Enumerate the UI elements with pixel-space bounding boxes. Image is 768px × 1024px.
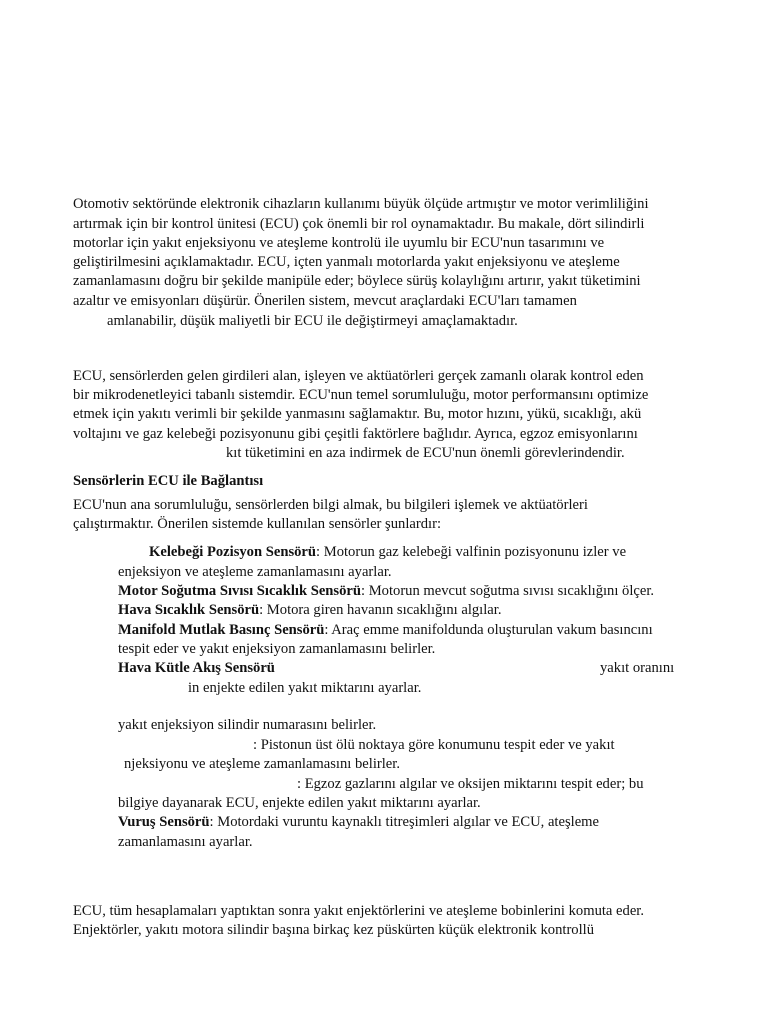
section-line-1: ECU'nun ana sorumluluğu, sensörlerden bilgi almak, bu bilgileri işlemek ve aktüatörleri bbox=[73, 497, 588, 513]
sensor-kutle-cont: in enjekte edilen yakıt miktarını ayarlar. bbox=[188, 680, 422, 696]
sensor-fragment-3: njeksiyonu ve ateşleme zamanlamasını belirler. bbox=[124, 756, 400, 772]
sensor-kutle-right: yakıt oranını bbox=[600, 660, 675, 676]
intro-line-6: azaltır ve emisyonları düşürür. Önerilen sistem, mevcut araçlardaki ECU'ları tamamen bbox=[73, 293, 577, 309]
sensor-fragment-5: bilgiye dayanarak ECU, enjekte edilen yakıt miktarını ayarlar. bbox=[118, 795, 481, 811]
ecu-line-4: voltajını ve gaz kelebeği pozisyonunu gibi çeşitli faktörlere bağlıdır. Ayrıca, egzoz emisyonlarını bbox=[73, 426, 638, 442]
sensor-vurus-desc: : Motordaki vuruntu kaynaklı titreşimleri algılar ve ECU, ateşleme bbox=[209, 814, 600, 830]
intro-line-5: zamanlamasını doğru bir şekilde manipüle eder; böylece sürüş kolaylığını artırır, yakıt tüketimini bbox=[73, 273, 641, 289]
sensor-manifold-name: Manifold Mutlak Basınç Sensörü bbox=[118, 622, 325, 638]
sensor-sogutma bbox=[118, 582, 654, 602]
sensor-fragment-4: : Egzoz gazlarını algılar ve oksijen miktarını tespit eder; bu bbox=[297, 776, 644, 792]
sensor-kelebek-cont: enjeksiyon ve ateşleme zamanlamasını ayarlar. bbox=[118, 564, 392, 580]
sensor-vurus bbox=[118, 813, 599, 833]
sensor-sogutma-desc: : Motorun mevcut soğutma sıvısı sıcaklığını ölçer. bbox=[361, 583, 655, 599]
sensor-hava-name: Hava Sıcaklık Sensörü bbox=[118, 602, 260, 618]
sensor-manifold bbox=[118, 621, 653, 641]
ecu-line-3: etmek için yakıtı verimli bir şekilde yanmasını sağlamaktır. Bu, motor hızını, yükü, sıcaklığı, akü bbox=[73, 406, 642, 422]
section-heading: Sensörlerin ECU ile Bağlantısı bbox=[73, 473, 264, 489]
closing-line-1: ECU, tüm hesaplamaları yaptıktan sonra yakıt enjektörlerini ve ateşleme bobinlerini komuta eder. bbox=[73, 903, 645, 919]
sensor-fragment-1: yakıt enjeksiyon silindir numarasını belirler. bbox=[118, 717, 377, 733]
sensor-vurus-name: Vuruş Sensörü bbox=[118, 814, 210, 830]
sensor-kelebek-desc: : Motorun gaz kelebeği valfinin pozisyonunu izler ve bbox=[316, 544, 627, 560]
intro-line-3: motorlar için yakıt enjeksiyonu ve ateşleme kontrolü ile uyumlu bir ECU'nun tasarımını ve bbox=[73, 235, 605, 251]
sensor-kutle-name: Hava Kütle Akış Sensörü bbox=[118, 660, 275, 676]
sensor-manifold-cont: tespit eder ve yakıt enjeksiyon zamanlamasını belirler. bbox=[118, 641, 436, 657]
intro-line-1: Otomotiv sektöründe elektronik cihazların kullanımı büyük ölçüde artmıştır ve motor verimliliğini bbox=[73, 196, 649, 212]
intro-line-7: amlanabilir, düşük maliyetli bir ECU ile değiştirmeyi amaçlamaktadır. bbox=[107, 313, 518, 329]
sensor-kelebek bbox=[149, 543, 626, 563]
sensor-manifold-desc: : Araç emme manifoldunda oluşturulan vakum basıncını bbox=[324, 622, 653, 638]
section-line-2: çalıştırmaktır. Önerilen sistemde kullanılan sensörler şunlardır: bbox=[73, 516, 441, 532]
ecu-line-1: ECU, sensörlerden gelen girdileri alan, işleyen ve aktüatörleri gerçek zamanlı olarak kontrol eden bbox=[73, 368, 644, 384]
sensor-sogutma-name: Motor Soğutma Sıvısı Sıcaklık Sensörü bbox=[118, 583, 361, 599]
sensor-fragment-2: : Pistonun üst ölü noktaya göre konumunu tespit eder ve yakıt bbox=[253, 737, 615, 753]
ecu-line-5: kıt tüketimini en aza indirmek de ECU'nun önemli görevlerindendir. bbox=[226, 445, 625, 461]
sensor-hava bbox=[118, 601, 501, 621]
sensor-hava-desc: : Motora giren havanın sıcaklığını algılar. bbox=[259, 602, 502, 618]
closing-line-2: Enjektörler, yakıtı motora silindir başına birkaç kez püskürten küçük elektronik kontrollü bbox=[73, 922, 595, 938]
ecu-line-2: bir mikrodenetleyici tabanlı sistemdir. ECU'nun temel sorumluluğu, motor performansını optimize bbox=[73, 387, 649, 403]
intro-line-4: geliştirilmesini açıklamaktadır. ECU, içten yanmalı motorlarda yakıt enjeksiyonu ve ateşleme bbox=[73, 254, 620, 270]
intro-line-2: artırmak için bir kontrol ünitesi (ECU) çok önemli bir rol oynamaktadır. Bu makale, dört silindirli bbox=[73, 216, 645, 232]
sensor-vurus-cont: zamanlamasını ayarlar. bbox=[118, 834, 253, 850]
sensor-kelebek-name: Kelebeği Pozisyon Sensörü bbox=[149, 544, 317, 560]
